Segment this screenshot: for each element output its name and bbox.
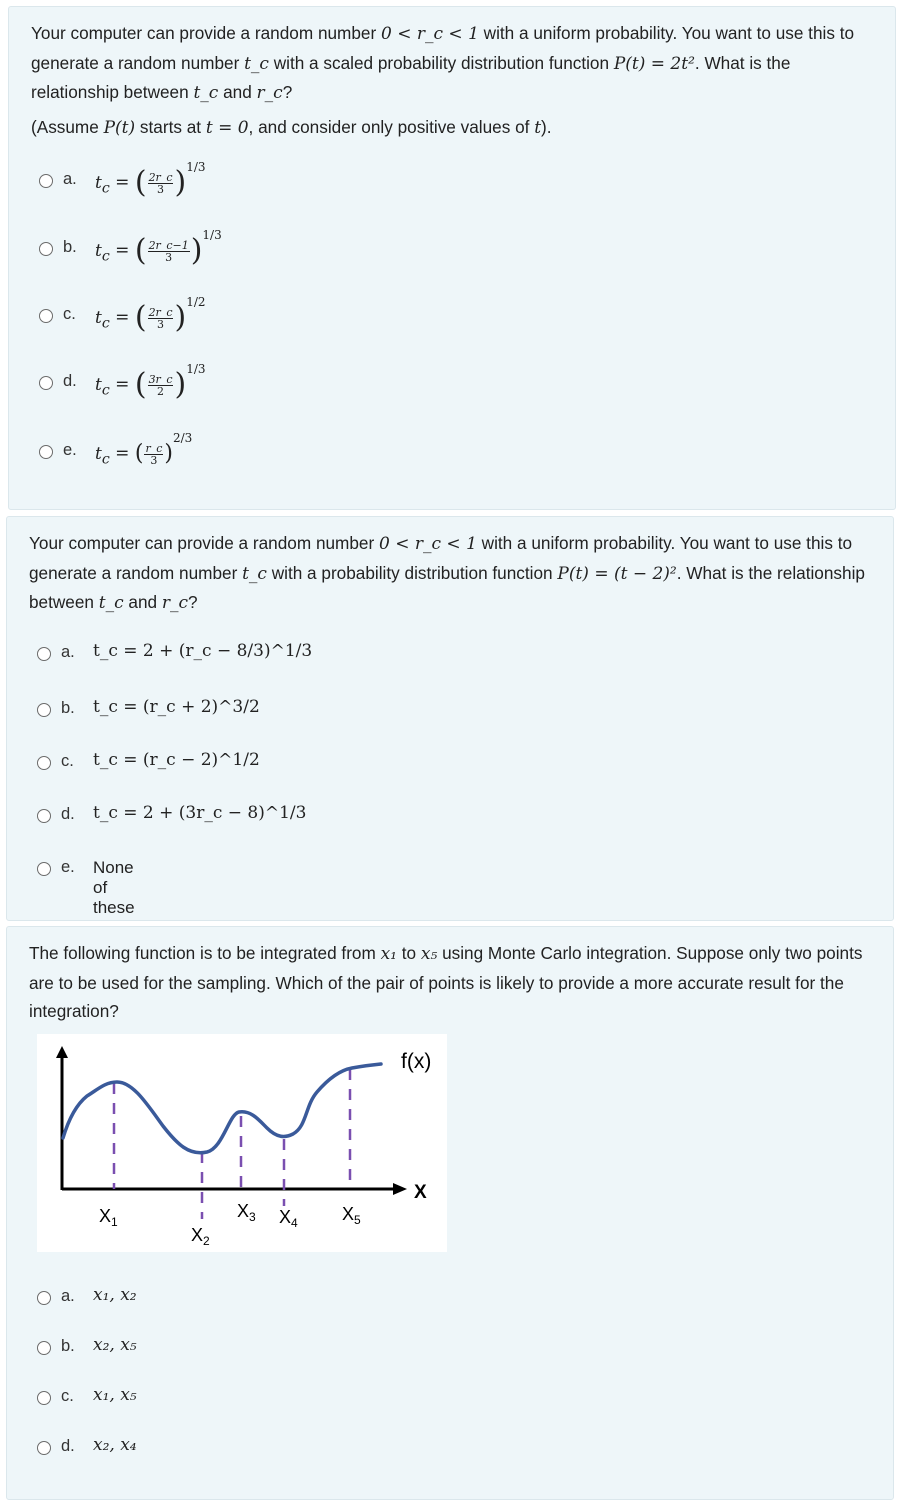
radio-button[interactable] <box>37 703 51 717</box>
radio-button[interactable] <box>37 1441 51 1455</box>
option-formula: $t_c$ = ( $\frac{3r\_c}{2}$ )$^{1/3}$ <box>95 361 206 402</box>
option-formula: t_c = 2 + (r_c − 8/3)^1/3 <box>93 641 313 661</box>
fx-label: f(x) <box>401 1050 432 1073</box>
option-formula: $t_c$ = ( $\frac{2r\_c-1}{3}$ )$^{1/3}$ <box>95 227 222 268</box>
option-formula: x₁, x₅ <box>93 1385 137 1405</box>
question-card-3: The following function is to be integrated from x₁ to x₅ using Monte Carlo integration. Suppose only two points are to be used for the sampling. Which of the pair of points is likely to provide a more accurate result for the integration? f(x) X $X_1$ $X_2$ $X_3$ $X_4$ $X_5$ a. x₁, x₂ b. x₂, x₅ c. x₁, x₅ d. x₂, x₄ <box>6 926 894 1500</box>
radio-button[interactable] <box>37 1291 51 1305</box>
radio-button[interactable] <box>39 174 53 188</box>
x-axis-arrow <box>393 1183 407 1195</box>
label-x2: $X_2$ <box>191 1225 210 1248</box>
label-x3: $X_3$ <box>237 1201 256 1224</box>
radio-button[interactable] <box>39 376 53 390</box>
radio-button[interactable] <box>37 809 51 823</box>
question-card-2: Your computer can provide a random number 0 < r_c < 1 with a uniform probability. You want to use this to generate a random number t_c with a probability distribution function P(t) = (t − 2)². What is the relationship between t_c and r_c? a. t_c = 2 + (r_c − 8/3)^1/3 b. t_c = (r_c + 2)^3/2 c. t_c = (r_c − 2)^1/2 d. t_c = 2 + (3r_c − 8)^1/3 e. None of these <box>6 516 894 921</box>
radio-button[interactable] <box>39 242 53 256</box>
option-formula: $t_c$ = ( $\frac{2r\_c}{3}$ )$^{1/3}$ <box>95 159 206 200</box>
option-formula: x₂, x₅ <box>93 1335 137 1355</box>
question-card-1: Your computer can provide a random number 0 < r_c < 1 with a uniform probability. You want to use this to generate a random number t_c with a scaled probability distribution function P(t) = 2t². What is the relationship between t_c and r_c? (Assume P(t) starts at t = 0, and consider only positive values of t). a. $t_c$ = ( $\frac{2r\_c}{3}$ )$^{1/3}$ b. $t_c$ = ( $\frac{2r\_c-1}{3}$ )$^{1/3}$ c. $t_c$ = ( $\frac{2r\_c}{3}$ )$^{1/2}$ d. $t_c$ = ( $\frac{3r\_c}{2}$ )$^{1/3}$ e. $t_c$ = ( $\frac{r\_c}{3}$ )$^{2/3}$ <box>8 6 896 510</box>
radio-button[interactable] <box>37 1391 51 1405</box>
radio-button[interactable] <box>37 862 51 876</box>
radio-button[interactable] <box>37 1341 51 1355</box>
option-formula: x₁, x₂ <box>93 1285 137 1305</box>
label-x5: $X_5$ <box>342 1204 361 1227</box>
label-x4: $X_4$ <box>279 1207 298 1230</box>
question-1-assumption: (Assume P(t) starts at t = 0, and consider only positive values of t). <box>31 117 552 138</box>
label-x1: $X_1$ <box>99 1206 118 1229</box>
radio-button[interactable] <box>37 647 51 661</box>
question-3-text: The following function is to be integrated from x₁ to x₅ using Monte Carlo integration. Suppose only two points are to be used for the sampling. Which of the pair of points is likely to provide a more accurate result for the integration? <box>29 943 863 1021</box>
option-text: None of these <box>93 858 135 917</box>
radio-button[interactable] <box>39 445 53 459</box>
option-formula: x₂, x₄ <box>93 1435 137 1455</box>
y-axis-arrow <box>56 1046 68 1058</box>
option-formula: t_c = (r_c − 2)^1/2 <box>93 750 260 770</box>
function-curve <box>63 1064 381 1153</box>
radio-button[interactable] <box>39 309 53 323</box>
function-graph-svg <box>37 1034 447 1252</box>
radio-button[interactable] <box>37 756 51 770</box>
option-formula: $t_c$ = ( $\frac{r\_c}{3}$ )$^{2/3}$ <box>95 430 193 467</box>
function-graph <box>37 1034 447 1252</box>
question-1-text: Your computer can provide a random number 0 < r_c < 1 with a uniform probability. You want to use this to generate a random number t_c with a scaled probability distribution function P(t) = 2t². What is the relationship between t_c and r_c? <box>31 23 855 103</box>
option-formula: t_c = 2 + (3r_c − 8)^1/3 <box>93 803 307 823</box>
question-2-text: Your computer can provide a random number 0 < r_c < 1 with a uniform probability. You want to use this to generate a random number t_c with a probability distribution function P(t) = (t − 2)². What is the relationship between t_c and r_c? <box>29 533 865 613</box>
x-label: X <box>414 1182 427 1203</box>
option-formula: t_c = (r_c + 2)^3/2 <box>93 697 260 717</box>
option-formula: $t_c$ = ( $\frac{2r\_c}{3}$ )$^{1/2}$ <box>95 294 206 335</box>
